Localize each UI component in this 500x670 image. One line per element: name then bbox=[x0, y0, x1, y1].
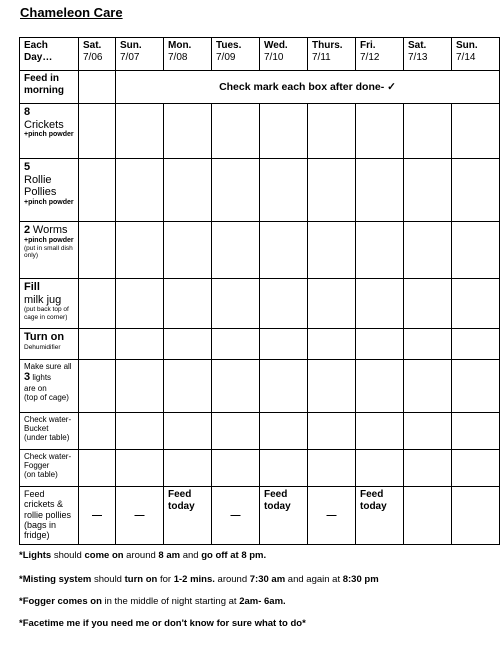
check-box[interactable] bbox=[356, 222, 404, 279]
feed-label: Feed crickets & rollie pollies (bags in fridge) bbox=[20, 487, 79, 545]
worms-label: 2 Worms +pinch powder (put in small dish only) bbox=[20, 222, 79, 279]
feed-cell: Feed today bbox=[260, 487, 308, 545]
feed-cell bbox=[452, 487, 500, 545]
check-box[interactable] bbox=[212, 360, 260, 413]
check-box[interactable] bbox=[356, 413, 404, 450]
check-box[interactable] bbox=[260, 329, 308, 360]
check-box[interactable] bbox=[164, 279, 212, 329]
check-box[interactable] bbox=[308, 279, 356, 329]
feed-morning-row bbox=[20, 71, 500, 104]
crickets-row bbox=[20, 104, 500, 159]
check-box[interactable] bbox=[79, 360, 116, 413]
header-day: Wed. 7/10 bbox=[260, 38, 308, 71]
header-each-day: Each Day… bbox=[20, 38, 79, 71]
check-box[interactable] bbox=[260, 279, 308, 329]
check-box[interactable] bbox=[212, 413, 260, 450]
check-box[interactable] bbox=[212, 279, 260, 329]
check-box[interactable] bbox=[356, 104, 404, 159]
fogger-label: Check water- Fogger (on table) bbox=[20, 450, 79, 487]
check-box[interactable] bbox=[308, 360, 356, 413]
feed-cell: — bbox=[308, 487, 356, 545]
note-fogger: *Fogger comes on in the middle of night starting at 2am- 6am. bbox=[19, 596, 286, 607]
check-instruction: Check mark each box after done- ✓ bbox=[116, 71, 500, 104]
check-box[interactable] bbox=[356, 159, 404, 222]
feed-row bbox=[20, 487, 500, 545]
crickets-label: 8 Crickets +pinch powder bbox=[20, 104, 79, 159]
check-box[interactable] bbox=[260, 159, 308, 222]
care-schedule-table bbox=[19, 37, 500, 545]
check-box[interactable] bbox=[260, 450, 308, 487]
header-day: Fri. 7/12 bbox=[356, 38, 404, 71]
check-box[interactable] bbox=[79, 71, 116, 104]
check-box[interactable] bbox=[356, 329, 404, 360]
fogger-row bbox=[20, 450, 500, 487]
page-title: Chameleon Care bbox=[20, 5, 123, 20]
rollie-pollies-label: 5 Rollie Pollies +pinch powder bbox=[20, 159, 79, 222]
check-box[interactable] bbox=[212, 159, 260, 222]
check-box[interactable] bbox=[116, 159, 164, 222]
check-box[interactable] bbox=[212, 450, 260, 487]
check-box[interactable] bbox=[404, 360, 452, 413]
header-day: Sun. 7/07 bbox=[116, 38, 164, 71]
check-box[interactable] bbox=[79, 104, 116, 159]
check-box[interactable] bbox=[452, 450, 500, 487]
header-day: Mon. 7/08 bbox=[164, 38, 212, 71]
milk-jug-row bbox=[20, 279, 500, 329]
milk-jug-label: Fill milk jug (put back top of cage in corner) bbox=[20, 279, 79, 329]
bucket-label: Check water- Bucket (under table) bbox=[20, 413, 79, 450]
check-box[interactable] bbox=[79, 279, 116, 329]
header-day: Sat. 7/13 bbox=[404, 38, 452, 71]
check-box[interactable] bbox=[79, 222, 116, 279]
check-box[interactable] bbox=[404, 279, 452, 329]
check-box[interactable] bbox=[164, 222, 212, 279]
check-box[interactable] bbox=[164, 450, 212, 487]
check-box[interactable] bbox=[404, 104, 452, 159]
check-box[interactable] bbox=[260, 413, 308, 450]
check-box[interactable] bbox=[308, 104, 356, 159]
check-box[interactable] bbox=[452, 104, 500, 159]
feed-cell bbox=[404, 487, 452, 545]
header-day: Tues. 7/09 bbox=[212, 38, 260, 71]
lights-label: Make sure all 3 lights are on (top of cage) bbox=[20, 360, 79, 413]
check-box[interactable] bbox=[452, 329, 500, 360]
check-box[interactable] bbox=[356, 450, 404, 487]
check-box[interactable] bbox=[79, 450, 116, 487]
check-box[interactable] bbox=[116, 360, 164, 413]
check-box[interactable] bbox=[79, 413, 116, 450]
lights-row bbox=[20, 360, 500, 413]
check-box[interactable] bbox=[116, 450, 164, 487]
check-box[interactable] bbox=[212, 104, 260, 159]
feed-morning-label: Feed in morning bbox=[20, 71, 79, 104]
feed-cell: Feed today bbox=[356, 487, 404, 545]
dehumidifier-label: Turn on Dehumidifier bbox=[20, 329, 79, 360]
check-box[interactable] bbox=[452, 360, 500, 413]
check-box[interactable] bbox=[260, 360, 308, 413]
check-box[interactable] bbox=[116, 413, 164, 450]
check-box[interactable] bbox=[452, 222, 500, 279]
check-box[interactable] bbox=[356, 279, 404, 329]
check-box[interactable] bbox=[308, 329, 356, 360]
check-box[interactable] bbox=[116, 279, 164, 329]
check-box[interactable] bbox=[212, 329, 260, 360]
note-facetime: *Facetime me if you need me or don't know for sure what to do* bbox=[19, 618, 306, 629]
note-lights: *Lights should come on around 8 am and go off at 8 pm. bbox=[19, 550, 267, 561]
check-box[interactable] bbox=[404, 413, 452, 450]
check-box[interactable] bbox=[452, 413, 500, 450]
check-box[interactable] bbox=[260, 104, 308, 159]
check-box[interactable] bbox=[116, 104, 164, 159]
check-box[interactable] bbox=[116, 329, 164, 360]
note-misting: *Misting system should turn on for 1-2 mins. around 7:30 am and again at 8:30 pm bbox=[19, 574, 379, 585]
check-box[interactable] bbox=[212, 222, 260, 279]
check-box[interactable] bbox=[404, 450, 452, 487]
check-box[interactable] bbox=[308, 450, 356, 487]
check-box[interactable] bbox=[164, 360, 212, 413]
dehumidifier-row bbox=[20, 329, 500, 360]
feed-cell: — bbox=[116, 487, 164, 545]
worms-row bbox=[20, 222, 500, 279]
check-box[interactable] bbox=[79, 329, 116, 360]
header-day: Thurs. 7/11 bbox=[308, 38, 356, 71]
check-box[interactable] bbox=[356, 360, 404, 413]
check-box[interactable] bbox=[164, 159, 212, 222]
header-day: Sun. 7/14 bbox=[452, 38, 500, 71]
check-box[interactable] bbox=[79, 159, 116, 222]
check-box[interactable] bbox=[260, 222, 308, 279]
header-day: Sat. 7/06 bbox=[79, 38, 116, 71]
check-box[interactable] bbox=[452, 279, 500, 329]
check-box[interactable] bbox=[452, 159, 500, 222]
check-box[interactable] bbox=[404, 329, 452, 360]
check-box[interactable] bbox=[308, 413, 356, 450]
check-box[interactable] bbox=[308, 222, 356, 279]
feed-cell: — bbox=[79, 487, 116, 545]
header-row bbox=[20, 38, 500, 71]
bucket-row bbox=[20, 413, 500, 450]
check-box[interactable] bbox=[308, 159, 356, 222]
feed-cell: Feed today bbox=[164, 487, 212, 545]
check-box[interactable] bbox=[164, 329, 212, 360]
check-box[interactable] bbox=[404, 222, 452, 279]
check-box[interactable] bbox=[116, 222, 164, 279]
feed-cell: — bbox=[212, 487, 260, 545]
rollie-pollies-row bbox=[20, 159, 500, 222]
check-box[interactable] bbox=[164, 413, 212, 450]
check-box[interactable] bbox=[404, 159, 452, 222]
check-box[interactable] bbox=[164, 104, 212, 159]
